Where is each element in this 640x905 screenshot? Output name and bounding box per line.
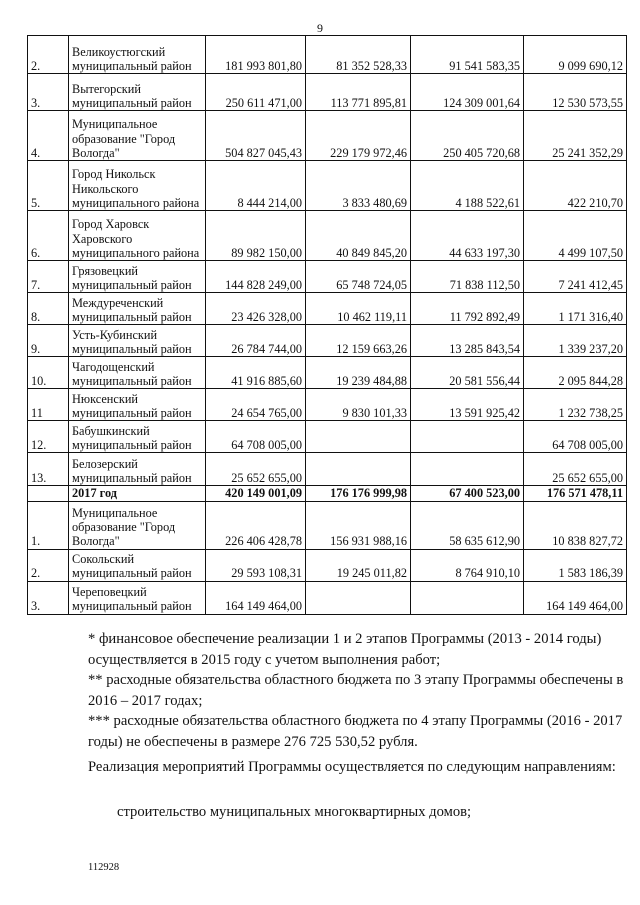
row-number-cell: 11 xyxy=(28,389,69,421)
district-name-cell: Междуреченский муниципальный район xyxy=(69,293,206,325)
regional-amount-cell: 20 581 556,44 xyxy=(411,357,524,389)
table-row xyxy=(28,111,627,161)
district-name-cell: Череповецкий муниципальный район xyxy=(69,581,206,614)
regional-amount-cell: 13 285 843,54 xyxy=(411,325,524,357)
total-amount-cell: 226 406 428,78 xyxy=(206,501,306,549)
table-row xyxy=(28,549,627,581)
table-row xyxy=(28,501,627,549)
table-row xyxy=(28,453,627,486)
page-number: 9 xyxy=(317,21,323,35)
local-amount-cell: 2 095 844,28 xyxy=(524,357,627,389)
regional-amount-cell: 58 635 612,90 xyxy=(411,501,524,549)
local-amount-cell: 1 583 186,39 xyxy=(524,549,627,581)
federal-amount-cell: 19 245 011,82 xyxy=(306,549,411,581)
directions-intro: Реализация мероприятий Программы осуществляется по следующим направлениям: xyxy=(88,759,616,775)
regional-amount-cell xyxy=(411,421,524,453)
regional-amount-cell: 44 633 197,30 xyxy=(411,211,524,261)
footnote-3: *** расходные обязательства областного бюджета по 4 этапу Программы (2016 - 2017 годы) не обеспечены в размере 276 725 530,52 рубля. xyxy=(88,713,623,750)
district-name-cell: Белозерский муниципальный район xyxy=(69,453,206,486)
table-row xyxy=(28,389,627,421)
federal-amount-cell: 113 771 895,81 xyxy=(306,74,411,111)
total-amount-cell: 89 982 150,00 xyxy=(206,211,306,261)
body-paragraph xyxy=(88,754,633,781)
table-row xyxy=(28,161,627,211)
row-number-cell: 5. xyxy=(28,161,69,211)
district-name-cell: Город Харовск Харовского муниципального района xyxy=(69,211,206,261)
district-name-cell: Нюксенский муниципальный район xyxy=(69,389,206,421)
local-amount-cell: 7 241 412,45 xyxy=(524,261,627,293)
district-name-cell: Усть-Кубинский муниципальный район xyxy=(69,325,206,357)
total-amount-cell: 504 827 045,43 xyxy=(206,111,306,161)
regional-amount-cell: 13 591 925,42 xyxy=(411,389,524,421)
total-amount-cell: 420 149 001,09 xyxy=(206,486,306,502)
federal-amount-cell xyxy=(306,453,411,486)
table-row xyxy=(28,261,627,293)
regional-amount-cell: 91 541 583,35 xyxy=(411,36,524,74)
district-name-cell: 2017 год xyxy=(69,486,206,502)
regional-amount-cell xyxy=(411,453,524,486)
local-amount-cell: 164 149 464,00 xyxy=(524,581,627,614)
regional-amount-cell: 71 838 112,50 xyxy=(411,261,524,293)
local-amount-cell: 4 499 107,50 xyxy=(524,211,627,261)
total-amount-cell: 164 149 464,00 xyxy=(206,581,306,614)
row-number-cell: 9. xyxy=(28,325,69,357)
local-amount-cell: 9 099 690,12 xyxy=(524,36,627,74)
table-row xyxy=(28,36,627,74)
table-row xyxy=(28,357,627,389)
district-name-cell: Великоустюгский муниципальный район xyxy=(69,36,206,74)
footnote-1: * финансовое обеспечение реализации 1 и 2 этапов Программы (2013 - 2014 годы) осуществляется в 2015 году с учетом выполнения работ; xyxy=(88,631,602,668)
row-number-cell: 4. xyxy=(28,111,69,161)
federal-amount-cell xyxy=(306,581,411,614)
federal-amount-cell: 81 352 528,33 xyxy=(306,36,411,74)
table-row xyxy=(28,74,627,111)
total-amount-cell: 64 708 005,00 xyxy=(206,421,306,453)
local-amount-cell: 25 652 655,00 xyxy=(524,453,627,486)
district-name-cell: Город Никольск Никольского муниципального района xyxy=(69,161,206,211)
federal-amount-cell: 12 159 663,26 xyxy=(306,325,411,357)
row-number-cell: 10. xyxy=(28,357,69,389)
row-number-cell: 3. xyxy=(28,581,69,614)
total-amount-cell: 25 652 655,00 xyxy=(206,453,306,486)
total-amount-cell: 250 611 471,00 xyxy=(206,74,306,111)
regional-amount-cell: 67 400 523,00 xyxy=(411,486,524,502)
table-row xyxy=(28,581,627,614)
regional-amount-cell: 124 309 001,64 xyxy=(411,74,524,111)
direction-item: строительство муниципальных многоквартирных домов; xyxy=(117,804,472,820)
footnotes xyxy=(88,629,633,752)
year-total-row xyxy=(28,486,627,502)
district-name-cell: Бабушкинский муниципальный район xyxy=(69,421,206,453)
local-amount-cell: 422 210,70 xyxy=(524,161,627,211)
table-row xyxy=(28,293,627,325)
funding-table xyxy=(27,35,627,615)
regional-amount-cell: 4 188 522,61 xyxy=(411,161,524,211)
row-number-cell: 8. xyxy=(28,293,69,325)
table-row xyxy=(28,325,627,357)
table-row xyxy=(28,211,627,261)
district-name-cell: Вытегорский муниципальный район xyxy=(69,74,206,111)
row-number-cell: 2. xyxy=(28,549,69,581)
row-number-cell: 6. xyxy=(28,211,69,261)
row-number-cell: 12. xyxy=(28,421,69,453)
district-name-cell: Муниципальное образование "Город Вологда" xyxy=(69,111,206,161)
federal-amount-cell: 65 748 724,05 xyxy=(306,261,411,293)
federal-amount-cell: 176 176 999,98 xyxy=(306,486,411,502)
total-amount-cell: 23 426 328,00 xyxy=(206,293,306,325)
federal-amount-cell: 40 849 845,20 xyxy=(306,211,411,261)
total-amount-cell: 8 444 214,00 xyxy=(206,161,306,211)
federal-amount-cell: 229 179 972,46 xyxy=(306,111,411,161)
total-amount-cell: 26 784 744,00 xyxy=(206,325,306,357)
federal-amount-cell: 10 462 119,11 xyxy=(306,293,411,325)
federal-amount-cell: 3 833 480,69 xyxy=(306,161,411,211)
federal-amount-cell: 19 239 484,88 xyxy=(306,357,411,389)
local-amount-cell: 10 838 827,72 xyxy=(524,501,627,549)
document-code: 112928 xyxy=(88,862,120,873)
district-name-cell: Чагодощенский муниципальный район xyxy=(69,357,206,389)
row-number-cell: 3. xyxy=(28,74,69,111)
local-amount-cell: 1 339 237,20 xyxy=(524,325,627,357)
row-number-cell: 2. xyxy=(28,36,69,74)
local-amount-cell: 25 241 352,29 xyxy=(524,111,627,161)
row-number-cell: 7. xyxy=(28,261,69,293)
district-name-cell: Грязовецкий муниципальный район xyxy=(69,261,206,293)
regional-amount-cell: 11 792 892,49 xyxy=(411,293,524,325)
federal-amount-cell: 156 931 988,16 xyxy=(306,501,411,549)
federal-amount-cell xyxy=(306,421,411,453)
row-number-cell xyxy=(28,486,69,502)
regional-amount-cell: 8 764 910,10 xyxy=(411,549,524,581)
table-row xyxy=(28,421,627,453)
district-name-cell: Сокольский муниципальный район xyxy=(69,549,206,581)
total-amount-cell: 41 916 885,60 xyxy=(206,357,306,389)
local-amount-cell: 176 571 478,11 xyxy=(524,486,627,502)
funding-table-body xyxy=(28,36,627,615)
row-number-cell: 1. xyxy=(28,501,69,549)
footnote-2: ** расходные обязательства областного бюджета по 3 этапу Программы обеспечены в 2016 – 2017 годах; xyxy=(88,672,624,709)
local-amount-cell: 1 232 738,25 xyxy=(524,389,627,421)
total-amount-cell: 24 654 765,00 xyxy=(206,389,306,421)
local-amount-cell: 64 708 005,00 xyxy=(524,421,627,453)
total-amount-cell: 144 828 249,00 xyxy=(206,261,306,293)
district-name-cell: Муниципальное образование "Город Вологда" xyxy=(69,501,206,549)
regional-amount-cell: 250 405 720,68 xyxy=(411,111,524,161)
row-number-cell: 13. xyxy=(28,453,69,486)
total-amount-cell: 181 993 801,80 xyxy=(206,36,306,74)
federal-amount-cell: 9 830 101,33 xyxy=(306,389,411,421)
total-amount-cell: 29 593 108,31 xyxy=(206,549,306,581)
regional-amount-cell xyxy=(411,581,524,614)
local-amount-cell: 1 171 316,40 xyxy=(524,293,627,325)
local-amount-cell: 12 530 573,55 xyxy=(524,74,627,111)
